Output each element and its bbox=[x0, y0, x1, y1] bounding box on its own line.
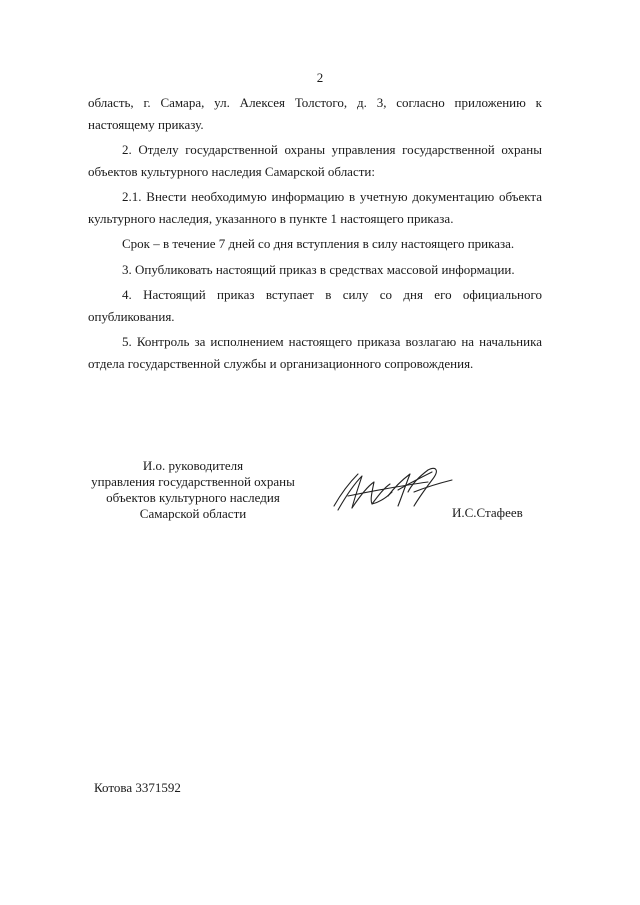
paragraph-item-2: 2. Отделу государственной охраны управления государственной охраны объектов культурного наследия Самарской области: bbox=[88, 142, 542, 179]
signatory-name: И.С.Стафеев bbox=[452, 505, 523, 520]
paragraph-item-5: 5. Контроль за исполнением настоящего приказа возлагаю на начальника отдела государственной службы и организационного сопровождения. bbox=[88, 334, 542, 371]
signatory-position bbox=[82, 458, 304, 522]
document-body bbox=[88, 92, 542, 374]
paragraph-continuation: область, г. Самара, ул. Алексея Толстого, д. 3, согласно приложению к настоящему приказу. bbox=[88, 95, 542, 132]
paragraph-item-3: 3. Опубликовать настоящий приказ в средствах массовой информации. bbox=[122, 261, 515, 277]
paragraph-item-2-1: 2.1. Внести необходимую информацию в учетную документацию объекта культурного наследия, указанного в пункте 1 настоящего приказа. bbox=[88, 189, 542, 226]
paragraph-item-4: 4. Настоящий приказ вступает в силу со дня его официального опубликования. bbox=[88, 287, 542, 324]
signatory-position-line: Самарской области bbox=[139, 506, 247, 521]
signatory-position-line: объектов культурного наследия bbox=[106, 490, 280, 505]
page-number: 2 bbox=[316, 70, 324, 85]
signatory-position-line: управления государственной охраны bbox=[91, 474, 295, 489]
handwritten-signature bbox=[328, 462, 468, 526]
signatory-position-line: И.о. руководителя bbox=[142, 458, 244, 473]
executor-note: Котова 3371592 bbox=[94, 780, 181, 795]
paragraph-deadline: Срок – в течение 7 дней со дня вступления в силу настоящего приказа. bbox=[122, 236, 515, 251]
